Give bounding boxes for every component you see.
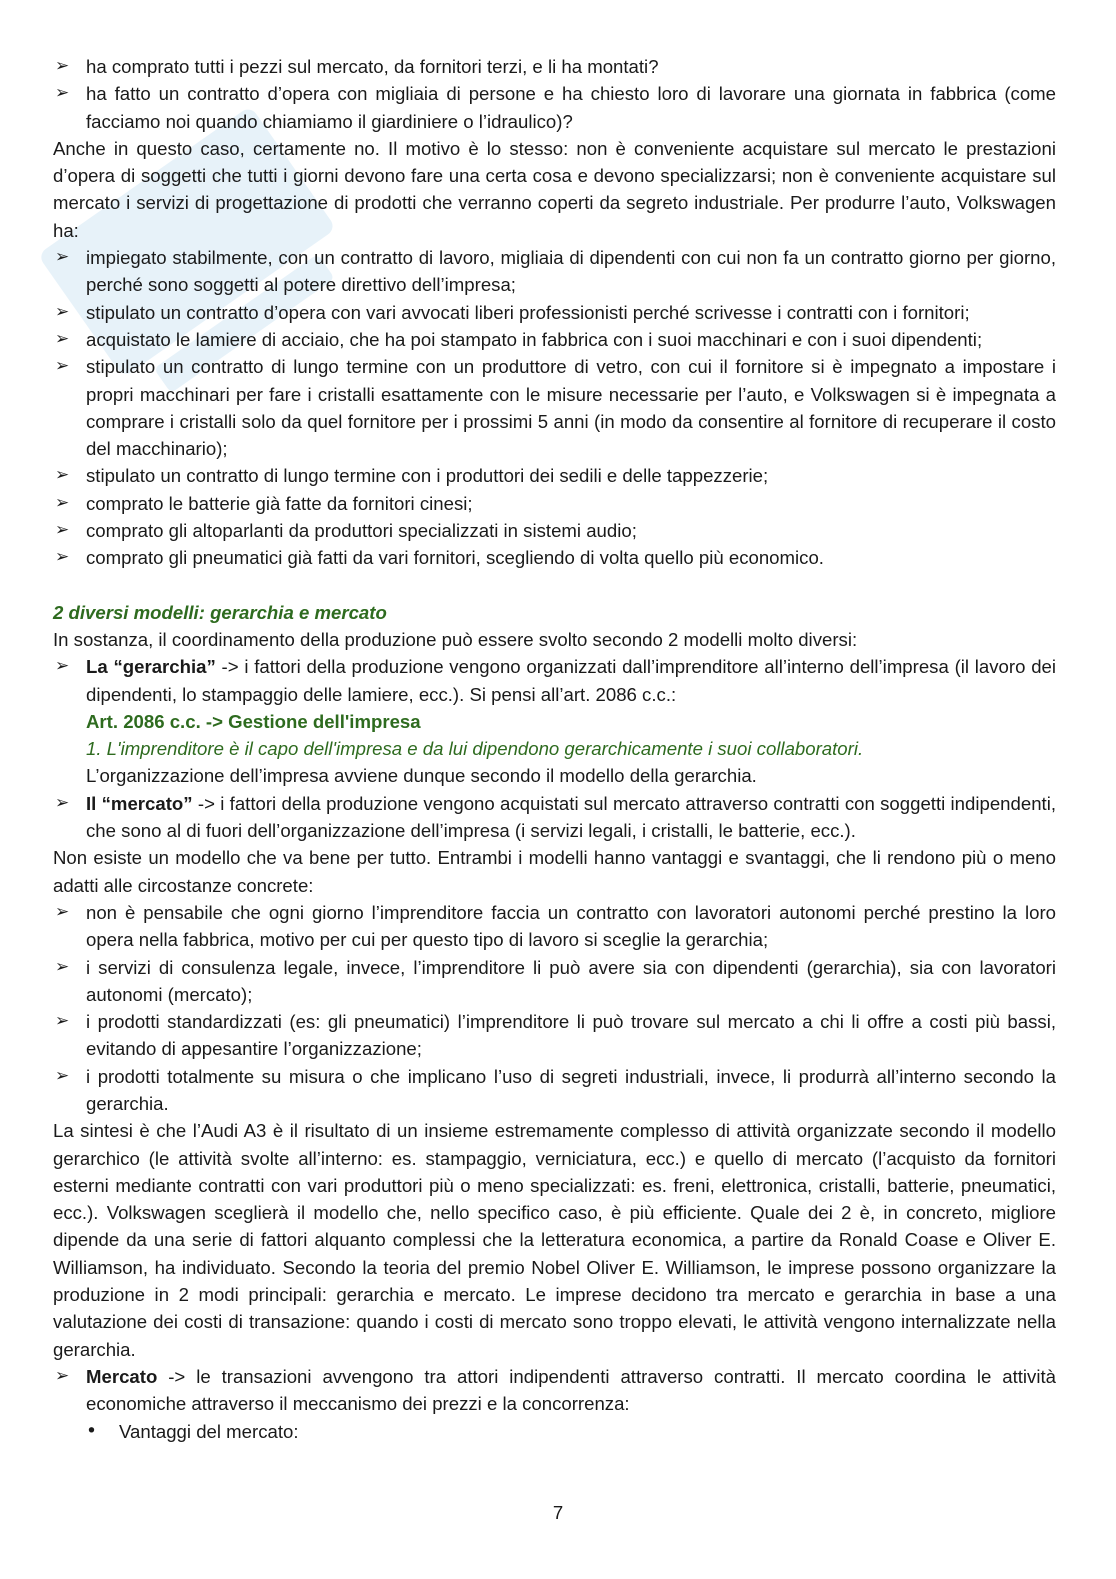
list-item: ➢ ha comprato tutti i pezzi sul mercato, da fornitori terzi, e li ha montati?	[53, 53, 1056, 80]
list-item: ➢ comprato gli pneumatici già fatti da vari fornitori, scegliendo di volta quello più economico.	[53, 544, 1056, 571]
list-item: ➢ stipulato un contratto di lungo termine con un produttore di vetro, con cui il fornitore si è impegnato a impostare i propri macchinari per fare i cristalli esattamente con le misure necessarie per l’auto, e Volkswagen si è impegnata a comprare i cristalli solo da quel fornitore per i prossimi 5 anni (in modo da consentire al fornitore di recuperare il costo del macchinario);	[53, 353, 1056, 462]
article-text: 1. L'imprenditore è il capo dell'impresa e da lui dipendono gerarchicamente i suoi collaboratori.	[86, 738, 864, 760]
bullet-list-questions	[53, 53, 1056, 135]
list-item: ➢ non è pensabile che ogni giorno l’imprenditore faccia un contratto con lavoratori autonomi perché prestino la loro opera nella fabbrica, motivo per cui per questo tipo di lavoro si sceglie la gerarchia;	[53, 899, 1056, 954]
list-item: ➢ acquistato le lamiere di acciaio, che ha poi stampato in fabbrica con i suoi macchinari e con i suoi dipendenti;	[53, 326, 1056, 353]
list-item: ➢ i prodotti totalmente su misura o che implicano l’uso di segreti industriali, invece, li produrrà all’interno secondo la gerarchia.	[53, 1063, 1056, 1118]
term-mercato: Il “mercato”	[86, 792, 193, 814]
list-item-gerarchia	[53, 653, 1056, 708]
sub-list-item: • Vantaggi del mercato:	[53, 1418, 1056, 1445]
term-mercato-2: Mercato	[86, 1365, 158, 1387]
paragraph-models: In sostanza, il coordinamento della produzione può essere svolto secondo 2 modelli molto diversi:	[53, 628, 858, 650]
list-item-mercato	[53, 790, 1056, 845]
list-item: ➢ i prodotti standardizzati (es: gli pneumatici) l’imprenditore li può trovare sul mercato a chi li offre a costi più bassi, evitando di appesantire l’organizzazione;	[53, 1008, 1056, 1063]
section-heading: 2 diversi modelli: gerarchia e mercato	[53, 601, 387, 623]
term-gerarchia: La “gerarchia”	[86, 656, 216, 678]
document-page	[53, 53, 1056, 1445]
list-item: ➢ stipulato un contratto di lungo termine con i produttori dei sedili e delle tappezzerie;	[53, 462, 1056, 489]
bullet-list-cases	[53, 899, 1056, 1117]
list-item: ➢ ha fatto un contratto d’opera con migliaia di persone e ha chiesto loro di lavorare una giornata in fabbrica (come facciamo noi quando chiamiamo il giardiniere o l’idraulico)?	[53, 80, 1056, 135]
bullet-list-volkswagen	[53, 244, 1056, 572]
paragraph-synthesis: La sintesi è che l’Audi A3 è il risultato di un insieme estremamente complesso di attività organizzate secondo il modello gerarchico (le attività svolte all’interno: es. stampaggio, verniciatura, ecc.) e quello di mercato (l’acquisto da fornitori esterni mediante contratti con vari produttori più o meno specializzati: es. freni, elettronica, cristalli, batterie, pneumatici, ecc.). Volkswagen sceglierà il modello che, nello specifico caso, è più efficiente. Quale dei 2 è, in concreto, migliore dipende da una serie di fattori alquanto complessi che la letteratura economica, a partire da Ronald Coase e Oliver E. Williamson, ha individuato. Secondo la teoria del premio Nobel Oliver E. Williamson, le imprese possono organizzare la produzione in 2 modi principali: gerarchia e mercato. Le imprese decidono tra mercato e gerarchia in base a una valutazione dei costi di transazione: quando i costi di mercato sono troppo elevati, le attività vengono internalizzate nella gerarchia.	[53, 1120, 1056, 1360]
list-item: ➢ comprato le batterie già fatte da fornitori cinesi;	[53, 490, 1056, 517]
list-item: ➢ i servizi di consulenza legale, invece, l’imprenditore li può avere sia con dipendenti (gerarchia), sia con lavoratori autonomi (mercato);	[53, 954, 1056, 1009]
list-item: ➢ impiegato stabilmente, con un contratto di lavoro, migliaia di dipendenti con cui non fa un contratto giorno per giorno, perché sono soggetti al potere direttivo dell’impresa;	[53, 244, 1056, 299]
paragraph-intro: Anche in questo caso, certamente no. Il motivo è lo stesso: non è conveniente acquistare sul mercato le prestazioni d’opera di soggetti che tutti i giorni devono fare una certa cosa e devono specializzarsi; non è conveniente acquistare sul mercato i servizi di progettazione di prodotti che verranno coperti da segreto industriale. Per produrre l’auto, Volkswagen ha:	[53, 137, 1056, 241]
list-item-mercato-detail	[53, 1363, 1056, 1418]
mercato-detail-text: -> le transazioni avvengono tra attori indipendenti attraverso contratti. Il mercato coordina le attività economiche attraverso il meccanismo dei prezzi e la concorrenza:	[86, 1365, 1056, 1415]
mercato-text: -> i fattori della produzione vengono acquistati sul mercato attraverso contratti con soggetti indipendenti, che sono al di fuori dell’organizzazione dell’impresa (i servizi legali, i cristalli, le batterie, ecc.).	[86, 792, 1056, 842]
paragraph-no-model: Non esiste un modello che va bene per tutto. Entrambi i modelli hanno vantaggi e svantaggi, che li rendono più o meno adatti alle circostanze concrete:	[53, 847, 1056, 896]
page-number: 7	[552, 1502, 564, 1523]
list-item: ➢ stipulato un contratto d’opera con vari avvocati liberi professionisti perché scrivesse i contratti con i fornitori;	[53, 299, 1056, 326]
gerarchia-conclusion: L’organizzazione dell’impresa avviene dunque secondo il modello della gerarchia.	[86, 765, 757, 787]
list-item: ➢ comprato gli altoparlanti da produttori specializzati in sistemi audio;	[53, 517, 1056, 544]
gerarchia-text: -> i fattori della produzione vengono organizzati dall’imprenditore all’interno dell’impresa (il lavoro dei dipendenti, lo stampaggio delle lamiere, ecc.). Si pensi all’art. 2086 c.c.:	[86, 656, 1057, 705]
article-title: Art. 2086 c.c. -> Gestione dell'impresa	[86, 710, 421, 732]
